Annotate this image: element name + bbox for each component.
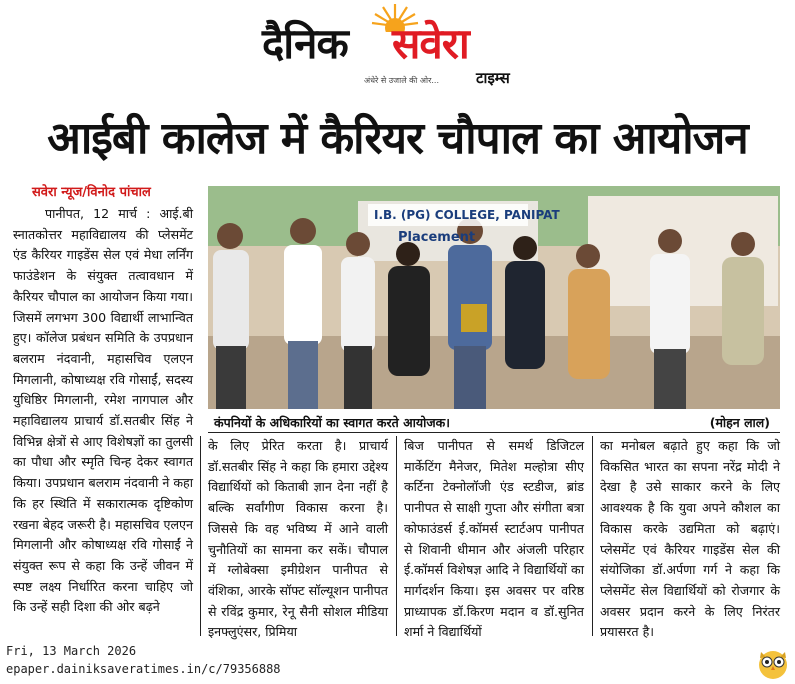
article-text: के लिए प्रेरित करता है। प्राचार्य डॉ.सतबीर सिंह ने कहा कि हमारा उद्देश्य विद्यार्थियों को किताबी ज्ञान देना नहीं है बल्कि सर्वांगीण विकास करना है। जिससे कि वह भविष्य में आने वाली चुनौतियों का सामना कर सकें। चौपाल में ग्लोबेक्सा इमीग्रेशन पानीपत से वंशिका, आरके सॉफ्ट सॉल्यूशन पानीपत से रविंद्र कुमार, रेनू सैनी सोशल मीडिया इनफ्लुएंसर, प्रिमिया: [208, 438, 388, 640]
masthead: [0, 0, 795, 98]
masthead-tagline: अंधेरे से उजाले की ओर...: [364, 76, 440, 85]
masthead-times: टाइम्स: [476, 69, 510, 87]
photo-banner-text-2: Placement: [398, 230, 476, 245]
footer-date: Fri, 13 March 2026: [6, 644, 137, 658]
page-title: आईबी कालेज में कैरियर चौपाल का आयोजन: [47, 113, 748, 164]
article-column-2: [208, 436, 388, 643]
photo-caption: कंपनियों के अधिकारियों का स्वागत करते आयोजक।: [214, 415, 450, 430]
masthead-name-right: सवेरा: [392, 19, 469, 68]
article-text: का मनोबल बढ़ाते हुए कहा कि जो विकसित भारत का सपना नरेंद्र मोदी ने देखा है उसे साकार करने के लिए आवश्यक है कि युवा अपने कौशल का विकास करके उद्यमिता को बढ़ाएं। प्लेसमेंट एवं कैरियर गाइडेंस सेल की संयोजिका डॉ.अर्पणा गर्ग ने कहा कि प्लेसमेंट सेल विद्यार्थियों को रोजगार के अवसर प्रदान करने के लिए निरंतर प्रयासरत है।: [600, 438, 780, 640]
byline: सवेरा न्यूज/विनोद पांचाल: [32, 185, 151, 200]
column-divider: [592, 436, 593, 636]
masthead-name-left: दैनिक: [262, 19, 348, 68]
article-text: बिज पानीपत से समर्थ डिजिटल मार्केटिंग मैनेजर, मितेश मल्होत्रा सीए कर्टिना टेक्नोलॉजी एंड स्टडीज, ब्रांड पानीपत से साक्षी गुप्ता और संगीता बत्रा कोफाउंडर्स ई.कॉमर्स स्टार्टअप पानीपत से शिवानी धीमान और अंजली परिहार ई.कॉमर्स विशेषज्ञ आदि ने विद्यार्थियों का मार्गदर्शन किया। इस अवसर पर वरिष्ठ प्राध्यापक डॉ.किरण मदान व डॉ.सुनित शर्मा ने विद्यार्थियों: [404, 438, 584, 640]
owl-logo-icon: [756, 646, 790, 680]
article-photo: [208, 186, 780, 409]
photo-caption-bar: [208, 412, 780, 433]
footer-url[interactable]: epaper.dainiksaveratimes.in/c/79356888: [6, 662, 281, 676]
article-column-1: [13, 204, 193, 618]
column-divider: [200, 436, 201, 636]
photo-banner-text: I.B. (PG) COLLEGE, PANIPAT: [374, 208, 560, 222]
article-column-3: [404, 436, 584, 643]
photo-credit: (मोहन लाल): [709, 415, 770, 430]
photo-illustration: [208, 186, 780, 409]
article-paragraph: पानीपत, 12 मार्च : आई.बी स्नातकोत्तर महाविद्यालय की प्लेसमेंट एंड कैरियर गाइडेंस सेल एवं मेधा लर्निंग फाउंडेशन के संयुक्त तत्वावधान में कैरियर चौपाल का आयोजन किया गया। जिसमें लगभग 300 विद्यार्थी लाभान्वित हुए। कॉलेज प्रबंधन समिति के उपप्रधान बलराम नंदवानी, महासचिव एलएन मिगलानी, कोषाध्यक्ष रवि गोसाईं, सदस्य युधिष्ठिर मिगलानी, रमेश नागपाल और महाविद्यालय प्राचार्य डॉ.सतबीर सिंह ने विभिन्न क्षेत्रों से आए विशेषज्ञों का तुलसी का पौधा और स्मृति चिन्ह देकर स्वागत किया। उपप्रधान बलराम नंदवानी ने कहा कि हर स्थिति में सकारात्मक दृष्टिकोण रखना बेहद जरूरी है। महासचिव एलएन मिगलानी और कोषाध्यक्ष रवि गोसाईं ने संयुक्त रूप से कहा कि उन्हें जीवन में स्पष्ट लक्ष्य निर्धारित करना चाहिए जो कि उन्हें सही दिशा की ओर बढ़ने: [13, 206, 193, 615]
column-divider: [396, 436, 397, 636]
article-column-4: [600, 436, 780, 643]
